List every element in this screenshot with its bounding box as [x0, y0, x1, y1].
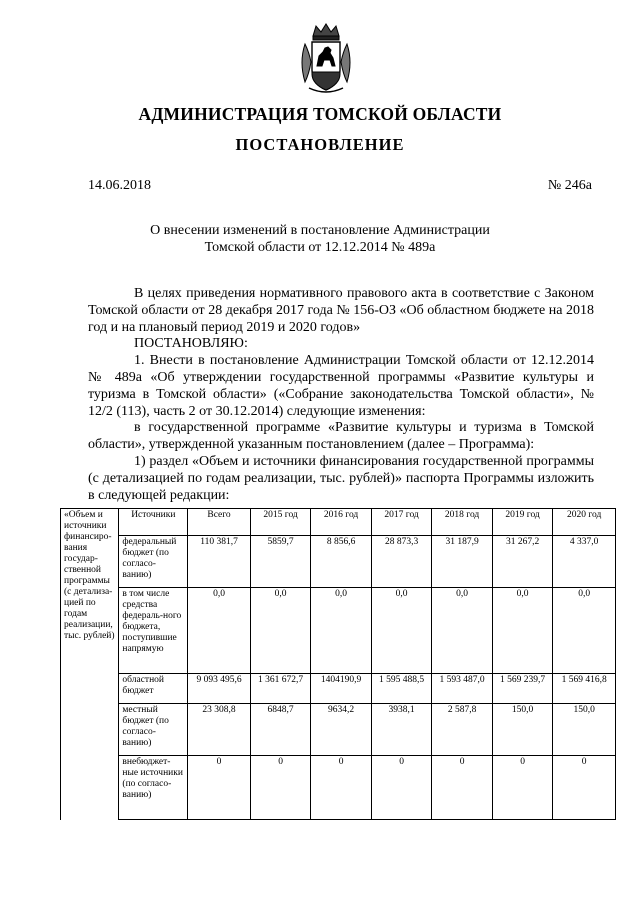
value-cell: 8 856,6 [311, 536, 372, 588]
value-cell: 4 337,0 [553, 536, 616, 588]
value-cell: 3938,1 [371, 704, 432, 756]
financing-table [60, 508, 616, 820]
body-paragraph-2: ПОСТАНОВЛЯЮ: [134, 336, 248, 352]
value-cell: 1 569 416,8 [553, 674, 616, 704]
value-cell: 31 187,9 [432, 536, 493, 588]
document-date: 14.06.2018 [88, 178, 151, 193]
table-row [61, 536, 616, 588]
value-cell: 0 [250, 756, 311, 820]
header-total: Всего [188, 509, 251, 536]
value-cell: 5859,7 [250, 536, 311, 588]
value-cell: 0,0 [492, 588, 553, 674]
header-2015: 2015 год [250, 509, 311, 536]
value-cell: 0 [371, 756, 432, 820]
body-paragraph-5: 1) раздел «Объем и источники финансирования государственной программы (с детализацией по годам реализации, тыс. рублей)» паспорта Программы изложить в следующей редакции: [88, 453, 594, 503]
value-cell: 23 308,8 [188, 704, 251, 756]
value-cell: 0 [188, 756, 251, 820]
value-cell: 9 093 495,6 [188, 674, 251, 704]
header-sources: Источники [119, 509, 188, 536]
value-cell: 6848,7 [250, 704, 311, 756]
body-paragraph-4: в государственной программе «Развитие культуры и туризма в Томской области», утвержденной указанным постановлением (далее – Программа): [88, 420, 594, 453]
source-local: местный бюджет (по согласо-ванию) [119, 704, 188, 756]
header-2016: 2016 год [311, 509, 372, 536]
value-cell: 0,0 [250, 588, 311, 674]
document-number: № 246а [547, 178, 592, 193]
value-cell: 1 595 488,5 [371, 674, 432, 704]
body-paragraph-3: 1. Внести в постановление Администрации Томской области от 12.12.2014 № 489а «Об утверждении государственной программы «Развитие культуры и туризма в Томской области» («Собрание законодательства Томской области», № 12/2 (113), часть 2 от 30.12.2014) следующие изменения: [88, 353, 594, 419]
value-cell: 1 593 487,0 [432, 674, 493, 704]
source-federal-direct: в том числе средства федераль-ного бюджета, поступившие напрямую [119, 588, 188, 674]
value-cell: 0 [492, 756, 553, 820]
value-cell: 0,0 [371, 588, 432, 674]
table-row [61, 588, 616, 674]
value-cell: 0,0 [553, 588, 616, 674]
value-cell: 1 569 239,7 [492, 674, 553, 704]
value-cell: 0,0 [432, 588, 493, 674]
header-2019: 2019 год [492, 509, 553, 536]
document-body [88, 286, 594, 504]
value-cell: 9634,2 [311, 704, 372, 756]
source-federal: федеральный бюджет (по согласо-ванию) [119, 536, 188, 588]
document-subject [0, 222, 640, 256]
value-cell: 0 [432, 756, 493, 820]
source-extrabudgetary: внебюджет-ные источники (по согласо-ванию) [119, 756, 188, 820]
value-cell: 2 587,8 [432, 704, 493, 756]
document-type: ПОСТАНОВЛЕНИЕ [235, 135, 405, 154]
value-cell: 0 [311, 756, 372, 820]
header-2020: 2020 год [553, 509, 616, 536]
table-row [61, 756, 616, 820]
table-header-row [61, 509, 616, 536]
header-2018: 2018 год [432, 509, 493, 536]
table-row [61, 704, 616, 756]
table-row [61, 674, 616, 704]
table-row-label: «Объем и источники финансиро-вания государ-ственной программы (с детализа-цией по годам реализации, тыс. рублей) [61, 509, 119, 820]
value-cell: 150,0 [553, 704, 616, 756]
value-cell: 110 381,7 [188, 536, 251, 588]
value-cell: 0 [553, 756, 616, 820]
body-paragraph-1: В целях приведения нормативного правового акта в соответствие с Законом Томской области от 28 декабря 2017 года № 156-ОЗ «Об областном бюджете на 2018 год и на плановый период 2019 и 2020 годов» [88, 286, 594, 335]
tomsk-coat-of-arms-emblem [297, 22, 355, 98]
subject-line-1: О внесении изменений в постановление Администрации [150, 223, 490, 238]
organization-name: АДМИНИСТРАЦИЯ ТОМСКОЙ ОБЛАСТИ [138, 104, 502, 124]
value-cell: 150,0 [492, 704, 553, 756]
subject-line-2: Томской области от 12.12.2014 № 489а [204, 240, 436, 255]
value-cell: 1 361 672,7 [250, 674, 311, 704]
value-cell: 0,0 [188, 588, 251, 674]
source-regional: областной бюджет [119, 674, 188, 704]
value-cell: 28 873,3 [371, 536, 432, 588]
header-2017: 2017 год [371, 509, 432, 536]
value-cell: 1404190,9 [311, 674, 372, 704]
value-cell: 0,0 [311, 588, 372, 674]
value-cell: 31 267,2 [492, 536, 553, 588]
